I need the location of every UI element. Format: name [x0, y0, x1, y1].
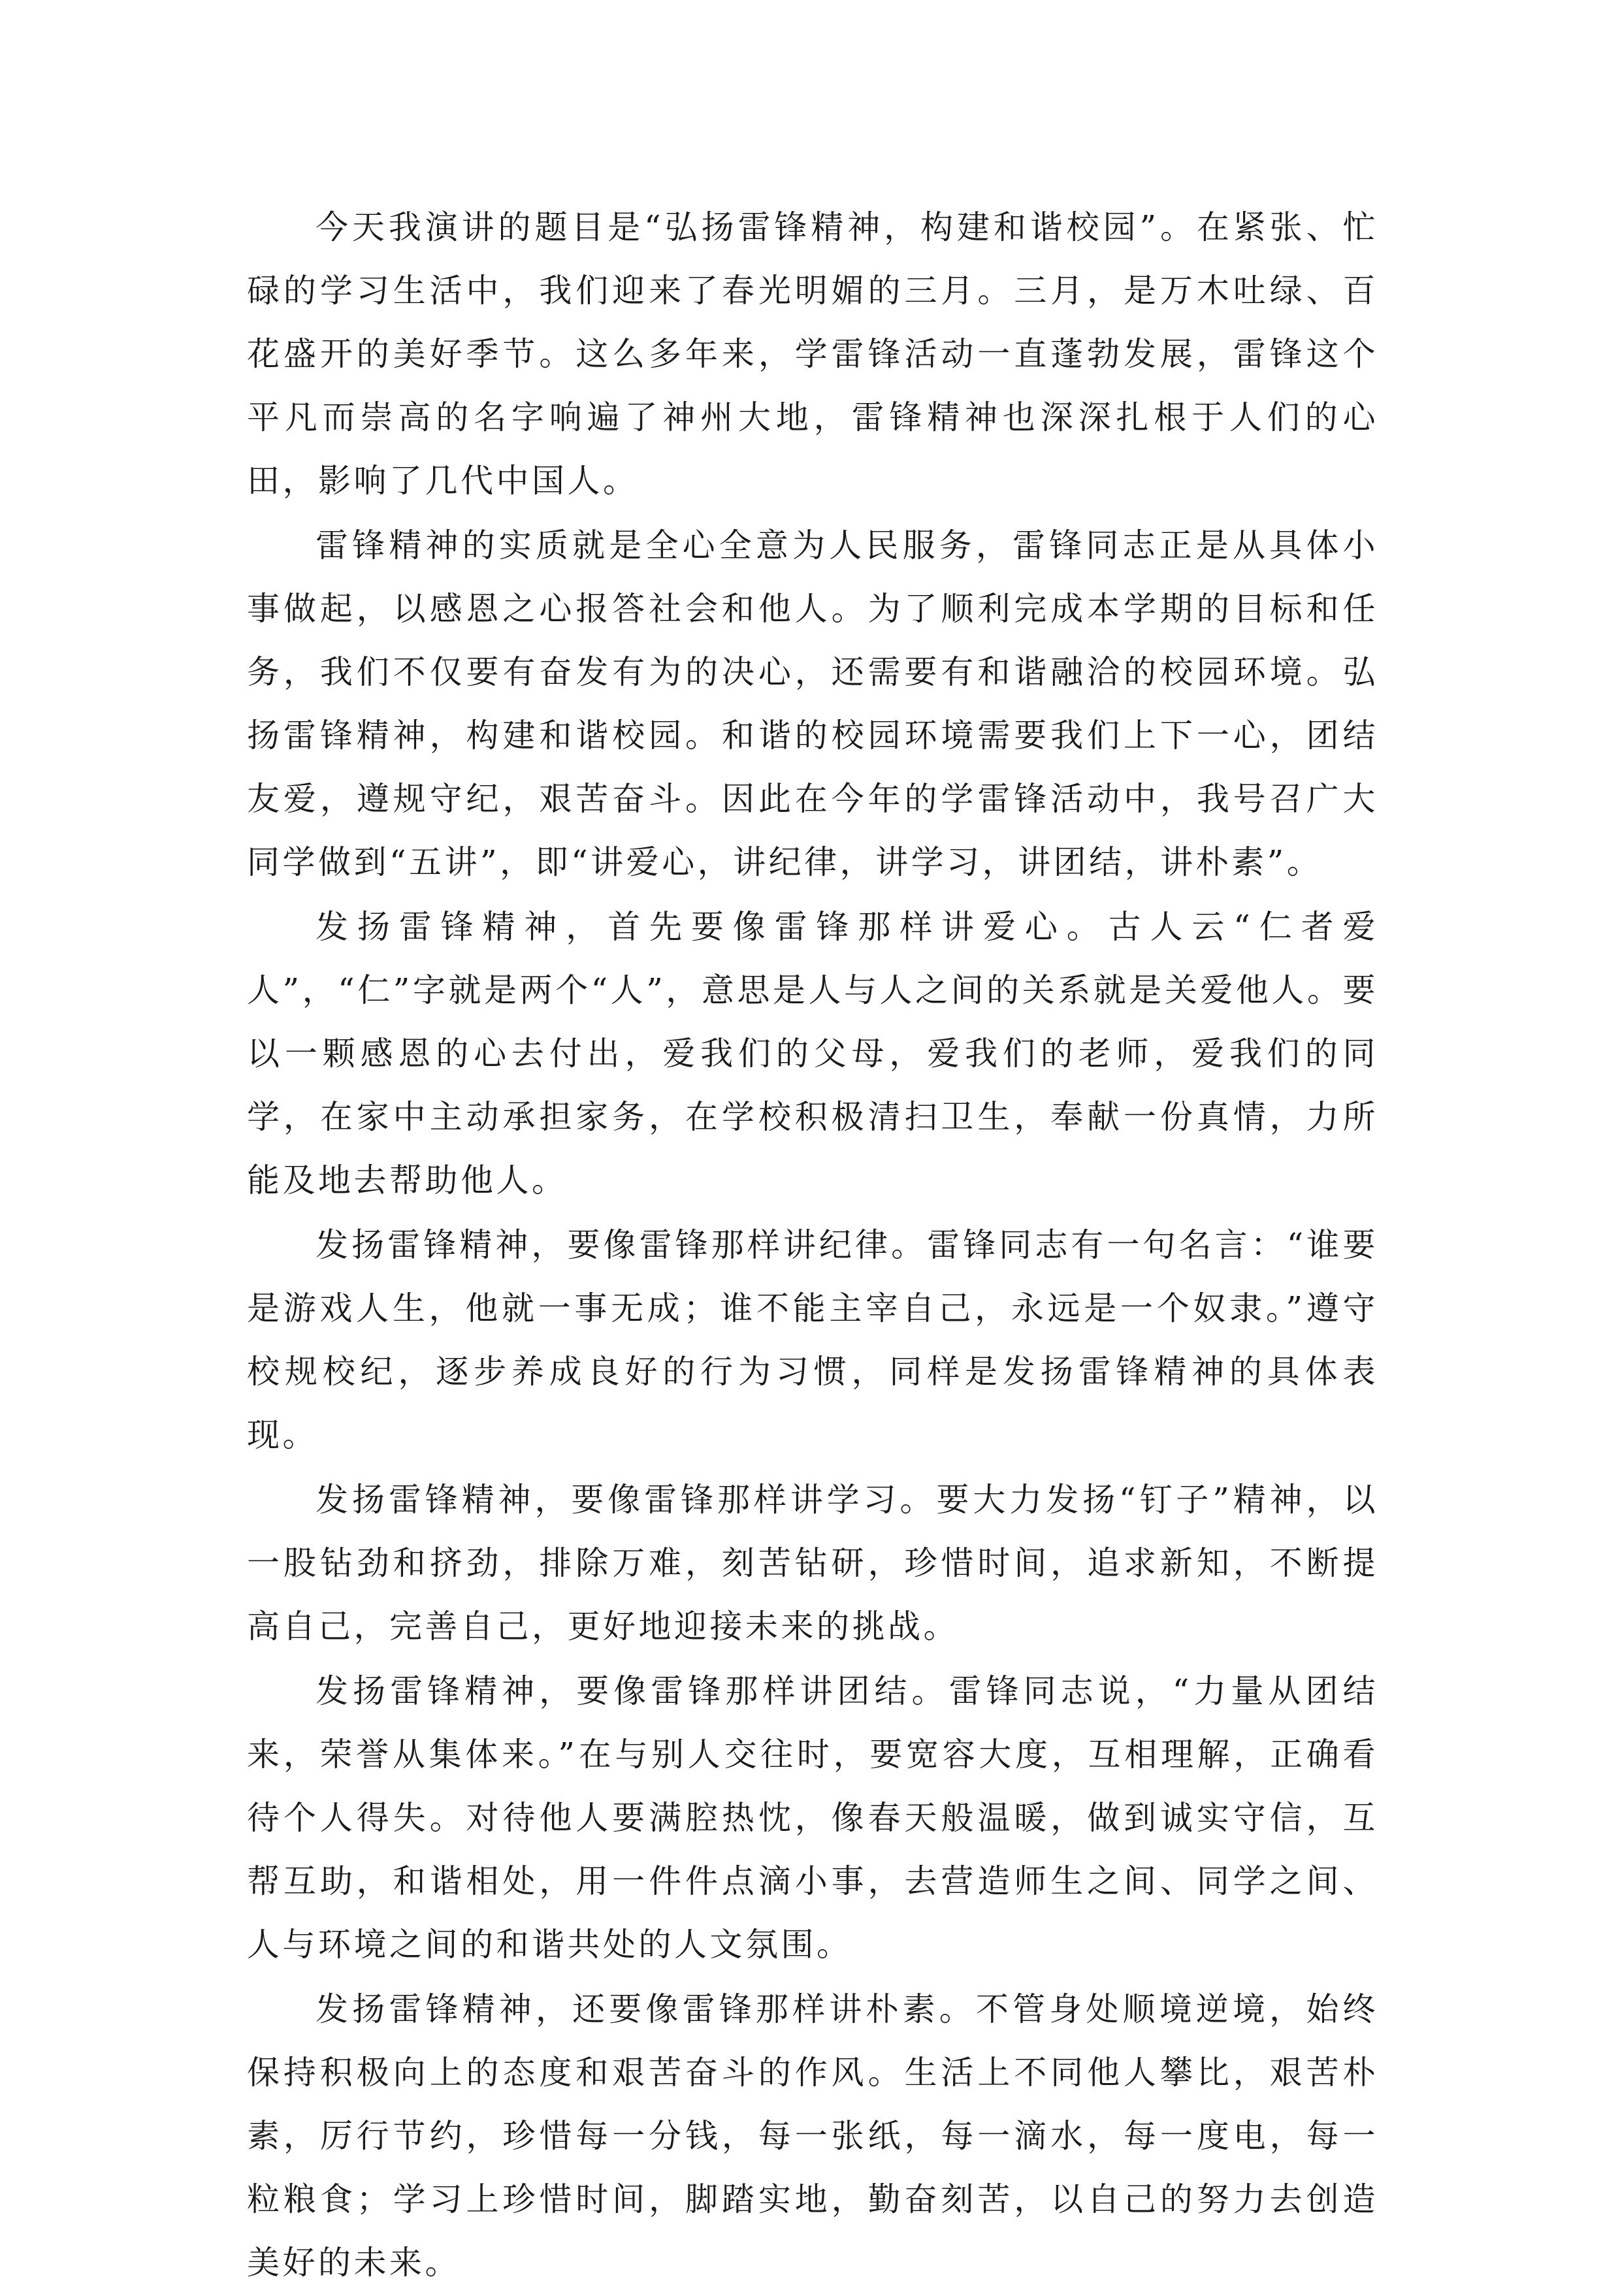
paragraph-2: 雷锋精神的实质就是全心全意为人民服务，雷锋同志正是从具体小事做起，以感恩之心报答社会和他人。为了顺利完成本学期的目标和任务，我们不仅要有奋发有为的决心，还需要有和谐融洽的校园环境。弘扬雷锋精神，构建和谐校园。和谐的校园环境需要我们上下一心，团结友爱，遵规守纪，艰苦奋斗。因此在今年的学雷锋活动中，我号召广大同学做到“五讲”，即“讲爱心，讲纪律，讲学习，讲团结，讲朴素”。 — [247, 526, 1378, 881]
paragraph-7: 发扬雷锋精神，还要像雷锋那样讲朴素。不管身处顺境逆境，始终保持积极向上的态度和艰苦奋斗的作风。生活上不同他人攀比，艰苦朴素，厉行节约，珍惜每一分钱，每一张纸，每一滴水，每一度电，每一粒粮食；学习上珍惜时间，脚踏实地，勤奋刻苦，以自己的努力去创造美好的未来。 — [247, 1990, 1378, 2282]
paragraph-5: 发扬雷锋精神，要像雷锋那样讲学习。要大力发扬“钉子”精神，以一股钻劲和挤劲，排除万难，刻苦钻研，珍惜时间，追求新知，不断提高自己，完善自己，更好地迎接未来的挑战。 — [247, 1481, 1378, 1645]
paragraph-4: 发扬雷锋精神，要像雷锋那样讲纪律。雷锋同志有一句名言：“谁要是游戏人生，他就一事无成；谁不能主宰自己，永远是一个奴隶。”遵守校规校纪，逐步养成良好的行为习惯，同样是发扬雷锋精神的具体表现。 — [247, 1226, 1378, 1454]
paragraph-1: 今天我演讲的题目是“弘扬雷锋精神，构建和谐校园”。在紧张、忙碌的学习生活中，我们迎来了春光明媚的三月。三月，是万木吐绿、百花盛开的美好季节。这么多年来，学雷锋活动一直蓬勃发展，雷锋这个平凡而崇高的名字响遍了神州大地，雷锋精神也深深扎根于人们的心田，影响了几代中国人。 — [247, 208, 1378, 500]
document-body — [247, 196, 1378, 2296]
paragraph-6: 发扬雷锋精神，要像雷锋那样讲团结。雷锋同志说，“力量从团结来，荣誉从集体来。”在与别人交往时，要宽容大度，互相理解，正确看待个人得失。对待他人要满腔热忱，像春天般温暖，做到诚实守信，互帮互助，和谐相处，用一件件点滴小事，去营造师生之间、同学之间、人与环境之间的和谐共处的人文氛围。 — [247, 1672, 1378, 1964]
paragraph-3: 发扬雷锋精神，首先要像雷锋那样讲爱心。古人云“仁者爱人”，“仁”字就是两个“人”，意思是人与人之间的关系就是关爱他人。要以一颗感恩的心去付出，爱我们的父母，爱我们的老师，爱我们的同学，在家中主动承担家务，在学校积极清扫卫生，奉献一份真情，力所能及地去帮助他人。 — [247, 908, 1378, 1199]
